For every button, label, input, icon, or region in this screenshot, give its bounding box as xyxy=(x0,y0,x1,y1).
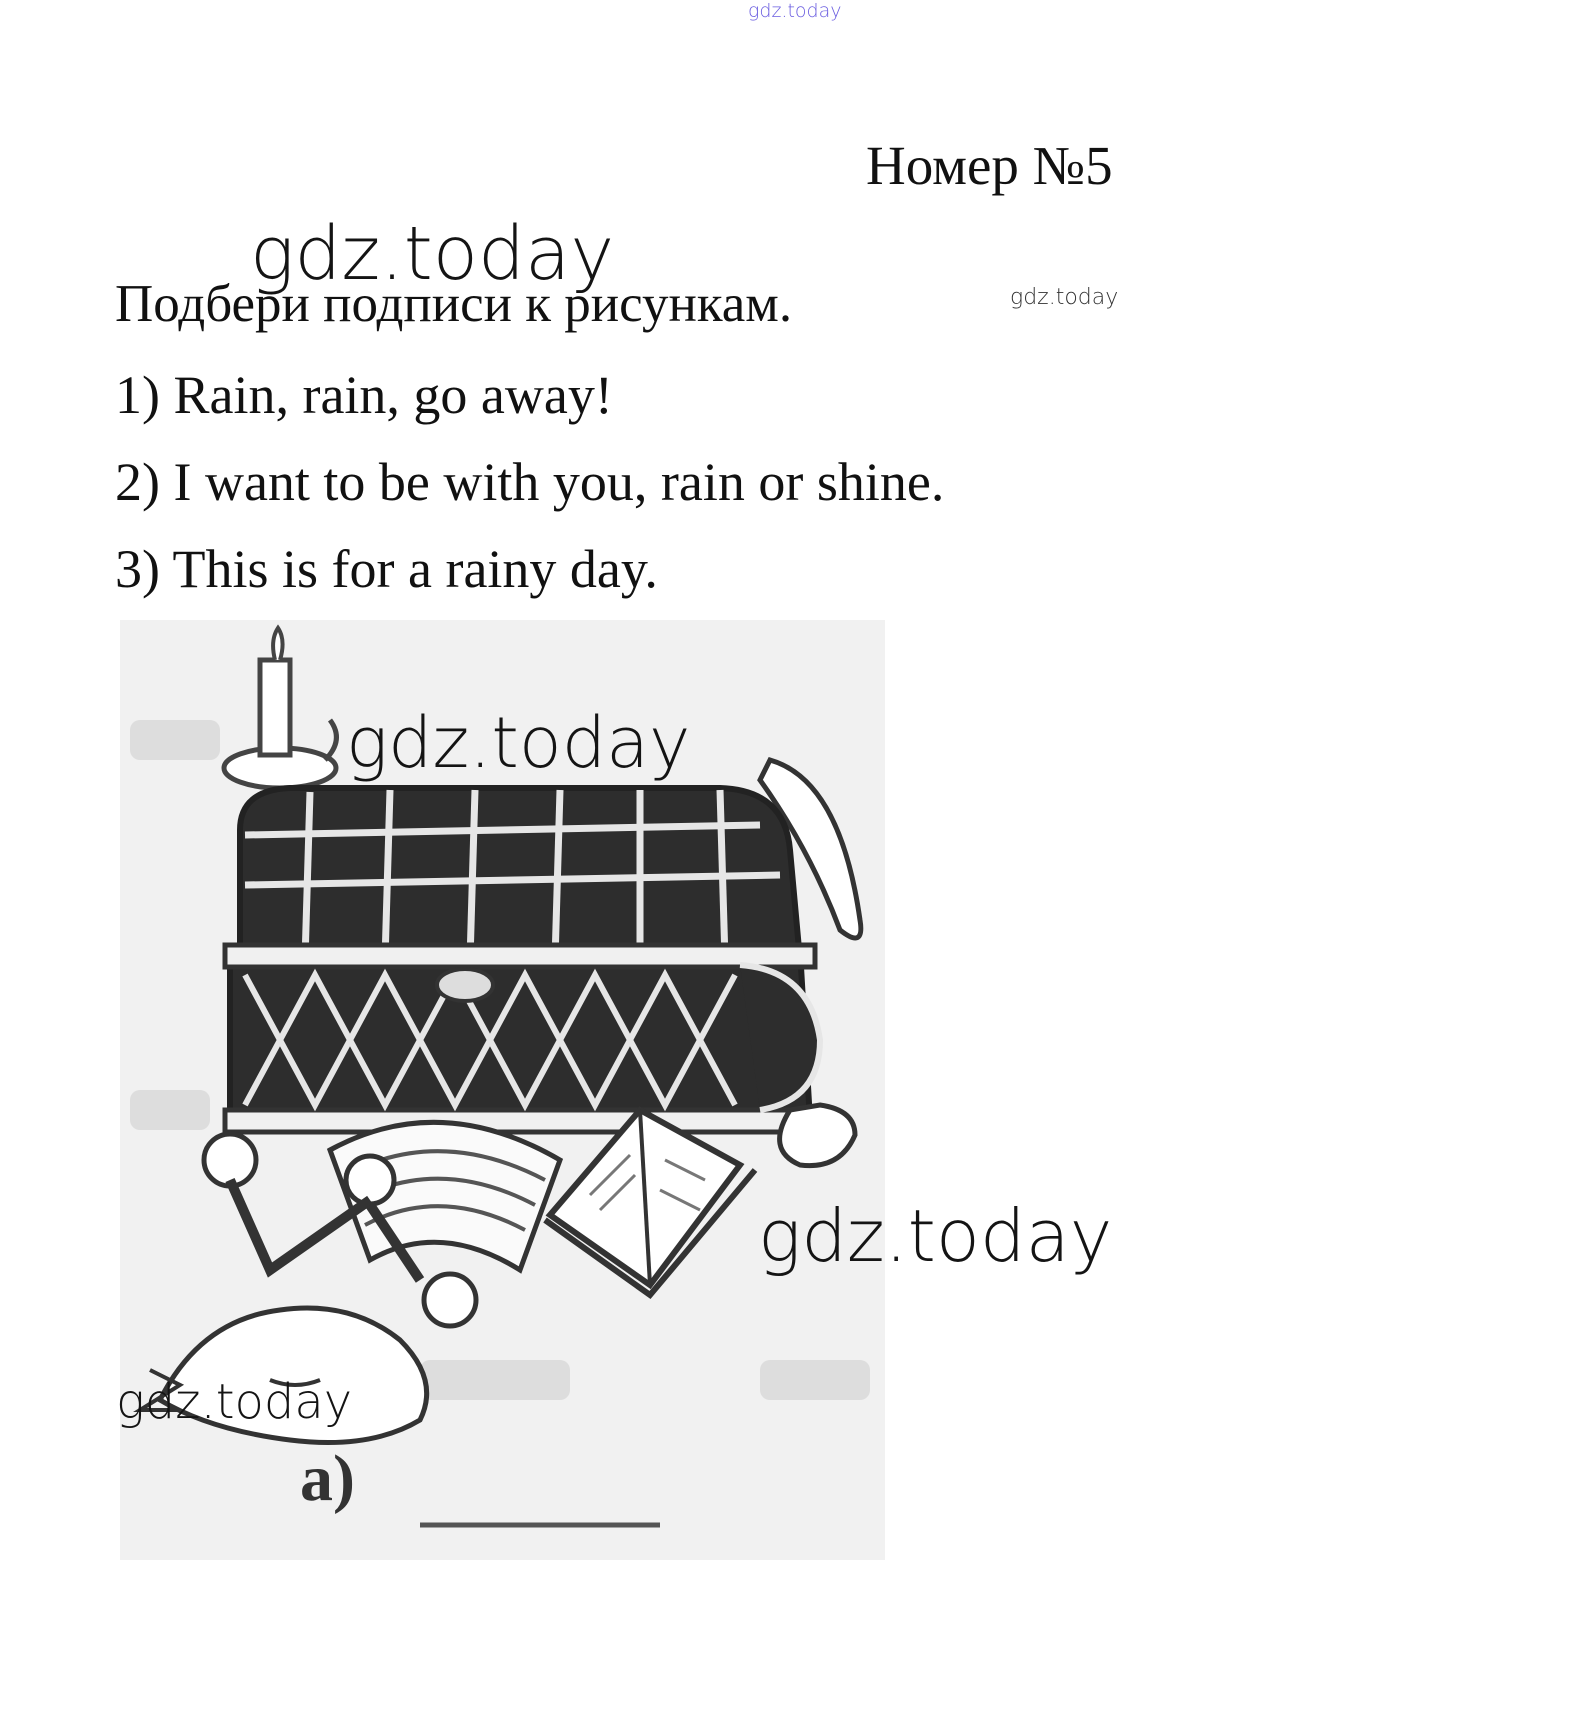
caption-option-3: 3) This is for a rainy day. xyxy=(115,539,658,599)
watermark-top: gdz.today xyxy=(748,0,842,22)
watermark: gdz.today xyxy=(346,702,691,784)
watermark: gdz.today xyxy=(116,1374,353,1430)
watermark: gdz.today xyxy=(758,1194,1113,1278)
watermark-small: gdz.today xyxy=(1010,285,1119,310)
picture-label: a) xyxy=(300,1442,355,1515)
caption-option-2: 2) I want to be with you, rain or shine. xyxy=(115,452,945,512)
watermark: gdz.today xyxy=(250,211,615,297)
caption-option-1: 1) Rain, rain, go away! xyxy=(115,365,613,425)
chest-icon xyxy=(225,788,820,1132)
task-instruction: Подбери подписи к рисункам. xyxy=(115,275,793,333)
exercise-title: Номер №5 xyxy=(866,135,1113,196)
